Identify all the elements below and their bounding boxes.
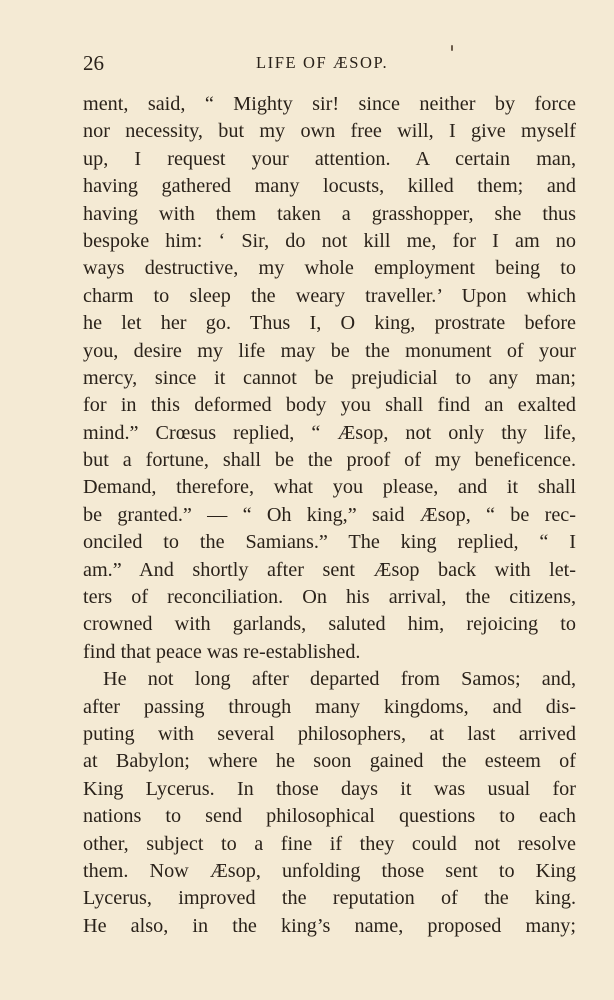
text-line: be granted.” — “ Oh king,” said Æsop, “ be rec- xyxy=(83,503,576,526)
running-title: LIFE OF ÆSOP. xyxy=(256,53,389,72)
text-line: He also, in the king’s name, proposed many; xyxy=(83,914,576,937)
text-line: at Babylon; where he soon gained the esteem of xyxy=(83,750,576,773)
text-line: bespoke him: ‘ Sir, do not kill me, for I am no xyxy=(83,229,576,252)
text-line: for in this deformed body you shall find an exalted xyxy=(83,394,576,417)
body-text xyxy=(83,91,576,940)
text-line: charm to sleep the weary traveller.’ Upon which xyxy=(83,284,576,307)
text-line: up, I request your attention. A certain man, xyxy=(83,147,576,170)
text-line: them. Now Æsop, unfolding those sent to King xyxy=(83,859,576,882)
text-line: Demand, therefore, what you please, and it shall xyxy=(83,476,576,499)
text-line: nations to send philosophical questions to each xyxy=(83,805,576,828)
text-line: mercy, since it cannot be prejudicial to any man; xyxy=(83,366,576,389)
text-line: am.” And shortly after sent Æsop back with let- xyxy=(83,558,576,581)
text-line: crowned with garlands, saluted him, rejoicing to xyxy=(83,613,576,636)
text-line: ters of reconciliation. On his arrival, the citizens, xyxy=(83,586,576,609)
text-line: puting with several philosophers, at last arrived xyxy=(83,722,576,745)
ink-speck xyxy=(451,45,453,51)
text-line: nor necessity, but my own free will, I give myself xyxy=(83,120,576,143)
text-line: having gathered many locusts, killed them; and xyxy=(83,175,576,198)
text-line: King Lycerus. In those days it was usual for xyxy=(83,777,576,800)
page-number: 26 xyxy=(83,51,104,75)
text-line: after passing through many kingdoms, and dis- xyxy=(83,695,576,718)
text-line: other, subject to a fine if they could not resolve xyxy=(83,832,576,855)
text-line: having with them taken a grasshopper, she thus xyxy=(83,202,576,225)
page-header xyxy=(83,51,578,77)
text-line: but a fortune, shall be the proof of my beneficence. xyxy=(83,449,576,472)
paragraph-end-line: find that peace was re-established. xyxy=(83,640,361,663)
text-line: ways destructive, my whole employment being to xyxy=(83,257,576,280)
paragraph-start-line: He not long after departed from Samos; and, xyxy=(103,668,576,691)
text-line: he let her go. Thus I, O king, prostrate before xyxy=(83,312,576,335)
text-line: mind.” Crœsus replied, “ Æsop, not only thy life, xyxy=(83,421,576,444)
text-line: ment, said, “ Mighty sir! since neither by force xyxy=(83,93,576,115)
text-line: onciled to the Samians.” The king replied, “ I xyxy=(83,531,576,554)
text-line: you, desire my life may be the monument of your xyxy=(83,339,576,362)
text-line: Lycerus, improved the reputation of the king. xyxy=(83,887,576,910)
